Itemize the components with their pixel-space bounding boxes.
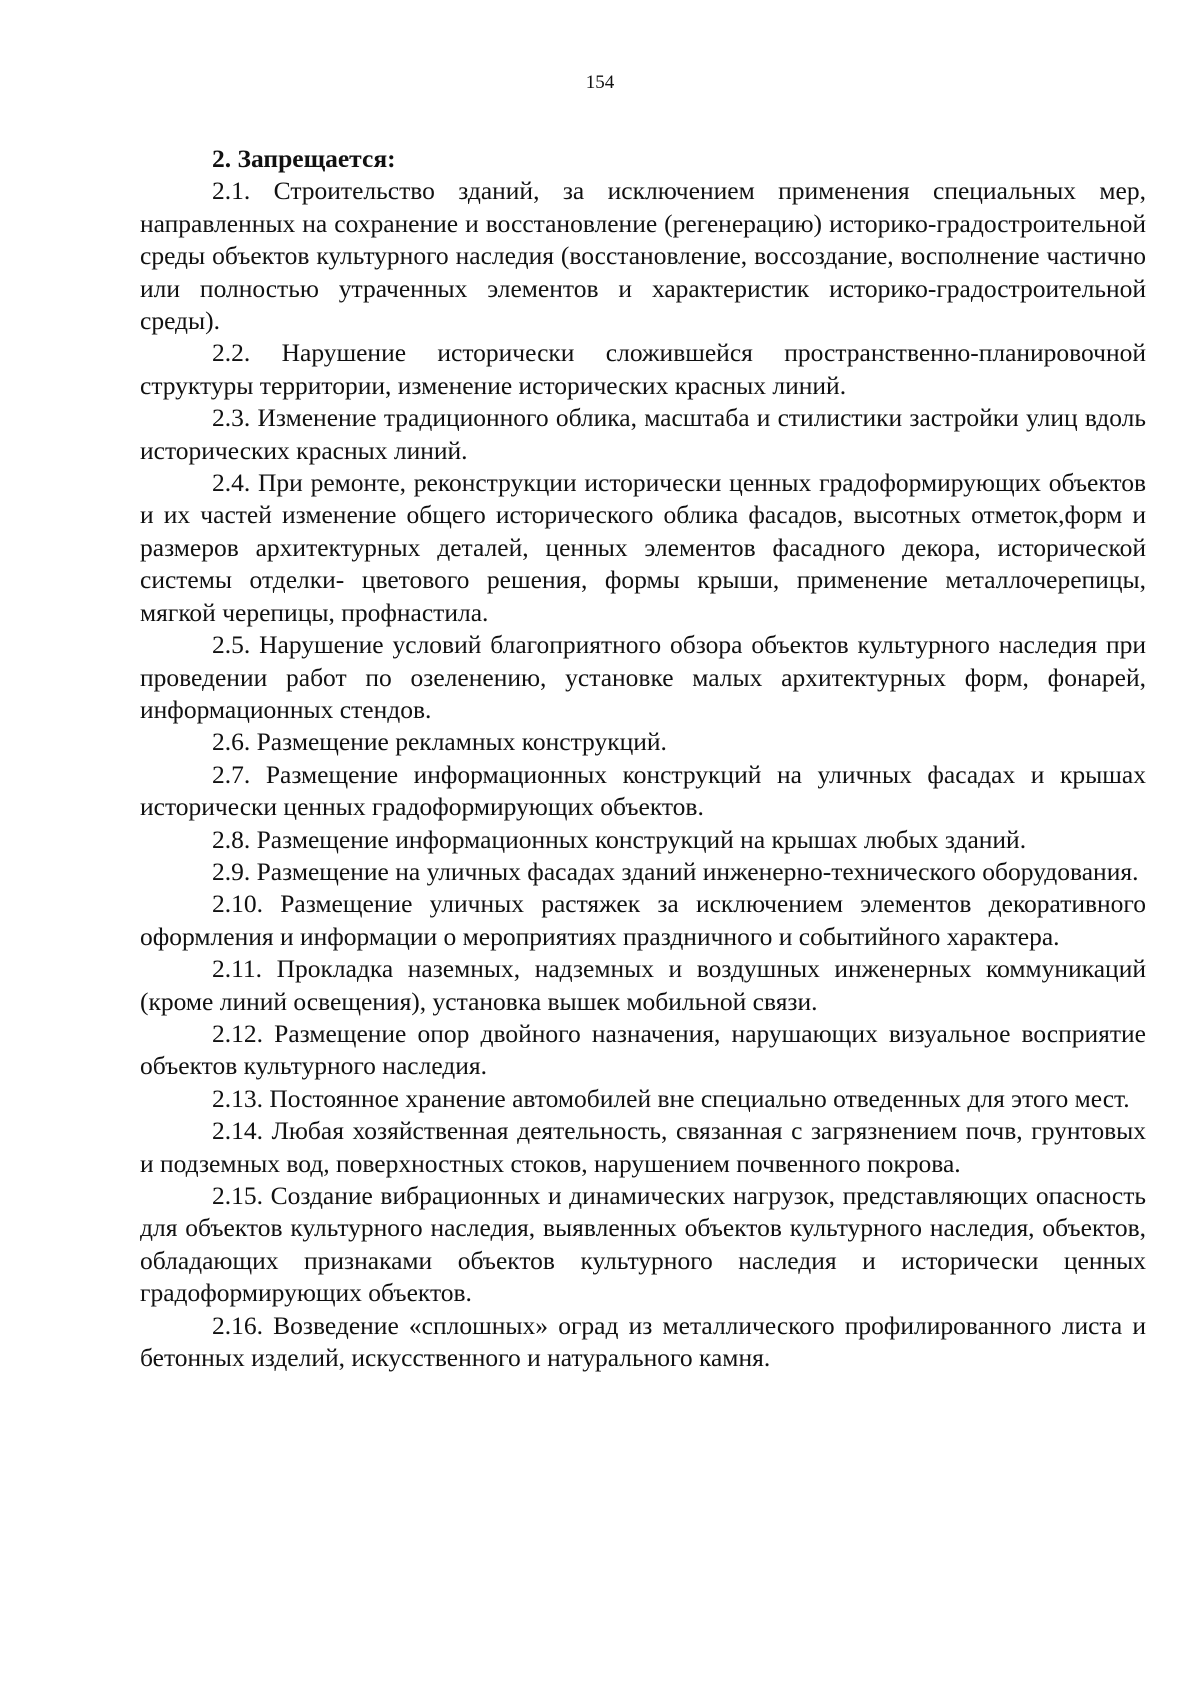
clause-2-3: 2.3. Изменение традиционного облика, масштаба и стилистики застройки улиц вдоль исторических красных линий.: [140, 403, 1146, 465]
clause-2-10: 2.10. Размещение уличных растяжек за исключением элементов декоративного оформления и информации о мероприятиях праздничного и событийного характера.: [140, 889, 1146, 951]
clause-2-1: 2.1. Строительство зданий, за исключением применения специальных мер, направленных на сохранение и восстановление (регенерацию) историко-градостроительной среды объектов культурного наследия (восстановление, воссоздание, восполнение частично или полностью утраченных элементов и характеристик историко-градостроительной среды).: [140, 176, 1146, 336]
document-body: [140, 143, 1146, 1374]
clause-2-15: 2.15. Создание вибрационных и динамических нагрузок, представляющих опасность для объектов культурного наследия, выявленных объектов культурного наследия, объектов, обладающих признаками объектов культурного наследия и исторически ценных градоформирующих объектов.: [140, 1181, 1146, 1308]
clause-2-14: 2.14. Любая хозяйственная деятельность, связанная с загрязнением почв, грунтовых и подземных вод, поверхностных стоков, нарушением почвенного покрова.: [140, 1116, 1146, 1178]
clause-2-4: 2.4. При ремонте, реконструкции исторически ценных градоформирующих объектов и их частей изменение общего исторического облика фасадов, высотных отметок,форм и размеров архитектурных деталей, ценных элементов фасадного декора, исторической системы отделки- цветового решения, формы крыши, применение металлочерепицы, мягкой черепицы, профнастила.: [140, 468, 1146, 627]
clause-2-6: 2.6. Размещение рекламных конструкций.: [212, 727, 667, 757]
page-number: 154: [585, 72, 615, 93]
clause-2-7: 2.7. Размещение информационных конструкций на уличных фасадах и крышах исторически ценных градоформирующих объектов.: [140, 759, 1146, 822]
clause-2-8: 2.8. Размещение информационных конструкций на крышах любых зданий.: [212, 824, 1027, 854]
section-heading: 2. Запрещается:: [212, 144, 396, 173]
clause-2-13: 2.13. Постоянное хранение автомобилей вне специально отведенных для этого мест.: [212, 1083, 1130, 1113]
clause-2-2: 2.2. Нарушение исторически сложившейся пространственно-планировочной структуры территории, изменение исторических красных линий.: [140, 338, 1146, 400]
clause-2-12: 2.12. Размещение опор двойного назначения, нарушающих визуальное восприятие объектов культурного наследия.: [140, 1018, 1146, 1081]
clause-2-16: 2.16. Возведение «сплошных» оград из металлического профилированного листа и бетонных изделий, искусственного и натурального камня.: [140, 1310, 1146, 1373]
clause-2-11: 2.11. Прокладка наземных, надземных и воздушных инженерных коммуникаций (кроме линий освещения), установка вышек мобильной связи.: [140, 954, 1146, 1016]
clause-2-9: 2.9. Размещение на уличных фасадах зданий инженерно-технического оборудования.: [212, 856, 1139, 886]
clause-2-5: 2.5. Нарушение условий благоприятного обзора объектов культурного наследия при проведении работ по озеленению, установке малых архитектурных форм, фонарей, информационных стендов.: [140, 630, 1146, 724]
